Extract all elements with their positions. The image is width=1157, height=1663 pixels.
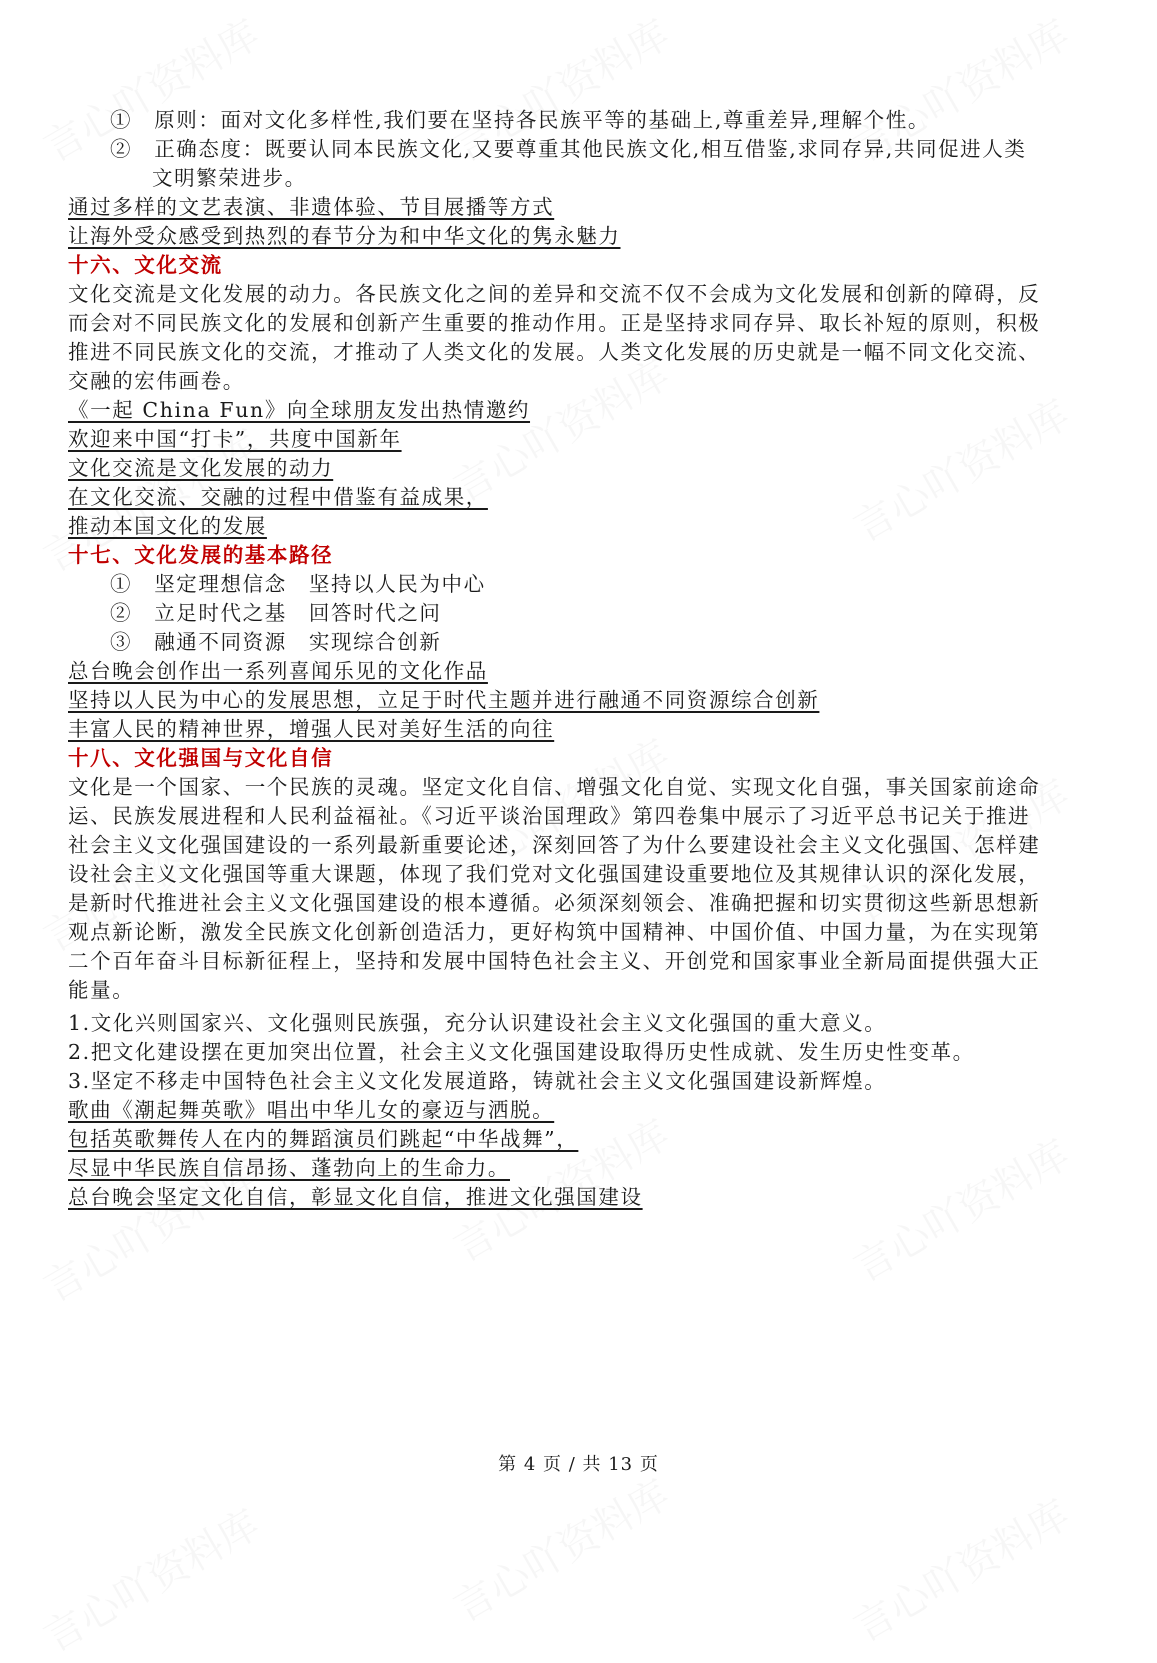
paragraph-line [68,1038,1068,1067]
underlined-note [68,512,1068,541]
underlined-note [68,686,1068,715]
paragraph-line [68,280,1068,309]
line-text: 欢迎来中国“打卡”，共度中国新年 [68,427,402,451]
underlined-note [68,454,1068,483]
underlined-note [68,396,1068,425]
paragraph-line [68,309,1068,338]
line-text: 总台晚会坚定文化自信，彰显文化自信，推进文化强国建设 [68,1185,643,1209]
line-text: 歌曲《潮起舞英歌》唱出中华儿女的豪迈与洒脱。 [68,1098,555,1122]
line-text: 坚持以人民为中心的发展思想，立足于时代主题并进行融通不同资源综合创新 [68,688,820,712]
line-text: 《一起 China Fun》向全球朋友发出热情邀约 [68,398,531,422]
line-text: 十六、文化交流 [68,253,223,277]
line-text: ③ 融通不同资源 实现综合创新 [110,630,442,654]
underlined-note [68,657,1068,686]
line-text: 3.坚定不移走中国特色社会主义文化发展道路，铸就社会主义文化强国建设新辉煌。 [68,1069,887,1093]
underlined-note [68,715,1068,744]
list-item [68,599,1068,628]
line-text: 推进不同民族文化的交流，才推动了人类文化的发展。人类文化发展的历史就是一幅不同文化交流、 [68,340,1041,364]
line-text: 能量。 [68,978,135,1002]
line-text: 总台晚会创作出一系列喜闻乐见的文化作品 [68,659,488,683]
paragraph-line [68,976,1068,1005]
watermark-text [442,1464,678,1633]
line-text: ① 坚定理想信念 坚持以人民为中心 [110,572,486,596]
underlined-note [68,425,1068,454]
section-heading [68,744,1068,773]
section-heading [68,541,1068,570]
line-text: 通过多样的文艺表演、非遗体验、节目展播等方式 [68,195,555,219]
list-item [68,570,1068,599]
underlined-note [68,1096,1068,1125]
paragraph-line [68,802,1068,831]
paragraph-line [68,338,1068,367]
line-text: 丰富人民的精神世界，增强人民对美好生活的向往 [68,717,555,741]
paragraph-line [68,947,1068,976]
list-item [68,628,1068,657]
line-text: 社会主义文化强国建设的一系列最新重要论述，深刻回答了为什么要建设社会主义文化强国、怎样建 [68,833,1041,857]
paragraph-line [68,773,1068,802]
paragraph-line [68,918,1068,947]
watermark-text [32,1494,268,1663]
line-text: 让海外受众感受到热烈的春节分为和中华文化的隽永魅力 [68,224,621,248]
underlined-note [68,222,1068,251]
list-item [68,106,1068,135]
line-text: ② 正确态度：既要认同本民族文化,又要尊重其他民族文化,相互借鉴,求同存异,共同促进人类 [110,137,1027,161]
line-text: 是新时代推进社会主义文化强国建设的根本遵循。必须深刻领会、准确把握和切实贯彻这些新思想新 [68,891,1041,915]
list-item [68,135,1068,164]
watermark-text [842,1484,1078,1653]
line-text: 文化交流是文化发展的动力 [68,456,334,480]
paragraph-line [68,1009,1068,1038]
line-text: 二个百年奋斗目标新征程上，坚持和发展中国特色社会主义、开创党和国家事业全新局面提供强大正 [68,949,1041,973]
list-item-continuation [68,164,1068,193]
underlined-note [68,1154,1068,1183]
paragraph-line [68,1067,1068,1096]
line-text: 十七、文化发展的基本路径 [68,543,334,567]
line-text: 文化是一个国家、一个民族的灵魂。坚定文化自信、增强文化自觉、实现文化自强，事关国家前途命 [68,775,1041,799]
paragraph-line [68,367,1068,396]
line-text: 十八、文化强国与文化自信 [68,746,334,770]
line-text: 而会对不同民族文化的发展和创新产生重要的推动作用。正是坚持求同存异、取长补短的原则，积极 [68,311,1041,335]
paragraph-line [68,860,1068,889]
paragraph-line [68,889,1068,918]
line-text: 在文化交流、交融的过程中借鉴有益成果， [68,485,488,509]
line-text: 设社会主义文化强国等重大课题，体现了我们党对文化强国建设重要地位及其规律认识的深化发展， [68,862,1041,886]
line-text: 包括英歌舞传人在内的舞蹈演员们跳起“中华战舞”， [68,1127,579,1151]
section-heading [68,251,1068,280]
underlined-note [68,483,1068,512]
line-text: ② 立足时代之基 回答时代之问 [110,601,442,625]
underlined-note [68,1125,1068,1154]
line-text: 2.把文化建设摆在更加突出位置，社会主义文化强国建设取得历史性成就、发生历史性变革。 [68,1040,975,1064]
line-text: 交融的宏伟画卷。 [68,369,245,393]
line-text: 文化交流是文化发展的动力。各民族文化之间的差异和交流不仅不会成为文化发展和创新的障碍，反 [68,282,1041,306]
line-text: 运、民族发展进程和人民利益福祉。《习近平谈治国理政》第四卷集中展示了习近平总书记关于推进 [68,804,1031,828]
paragraph-line [68,831,1068,860]
underlined-note [68,1183,1068,1212]
underlined-note [68,193,1068,222]
line-text: 尽显中华民族自信昂扬、蓬勃向上的生命力。 [68,1156,510,1180]
line-text: 观点新论断，激发全民族文化创新创造活力，更好构筑中国精神、中国价值、中国力量，为在实现第 [68,920,1041,944]
line-text: 1.文化兴则国家兴、文化强则民族强，充分认识建设社会主义文化强国的重大意义。 [68,1011,887,1035]
document-body [68,106,1068,1212]
line-text: ① 原则：面对文化多样性,我们要在坚持各民族平等的基础上,尊重差异,理解个性。 [110,108,930,132]
line-text: 推动本国文化的发展 [68,514,267,538]
line-text: 文明繁荣进步。 [152,166,307,190]
page-footer: 第 4 页 / 共 13 页 [498,1454,659,1475]
